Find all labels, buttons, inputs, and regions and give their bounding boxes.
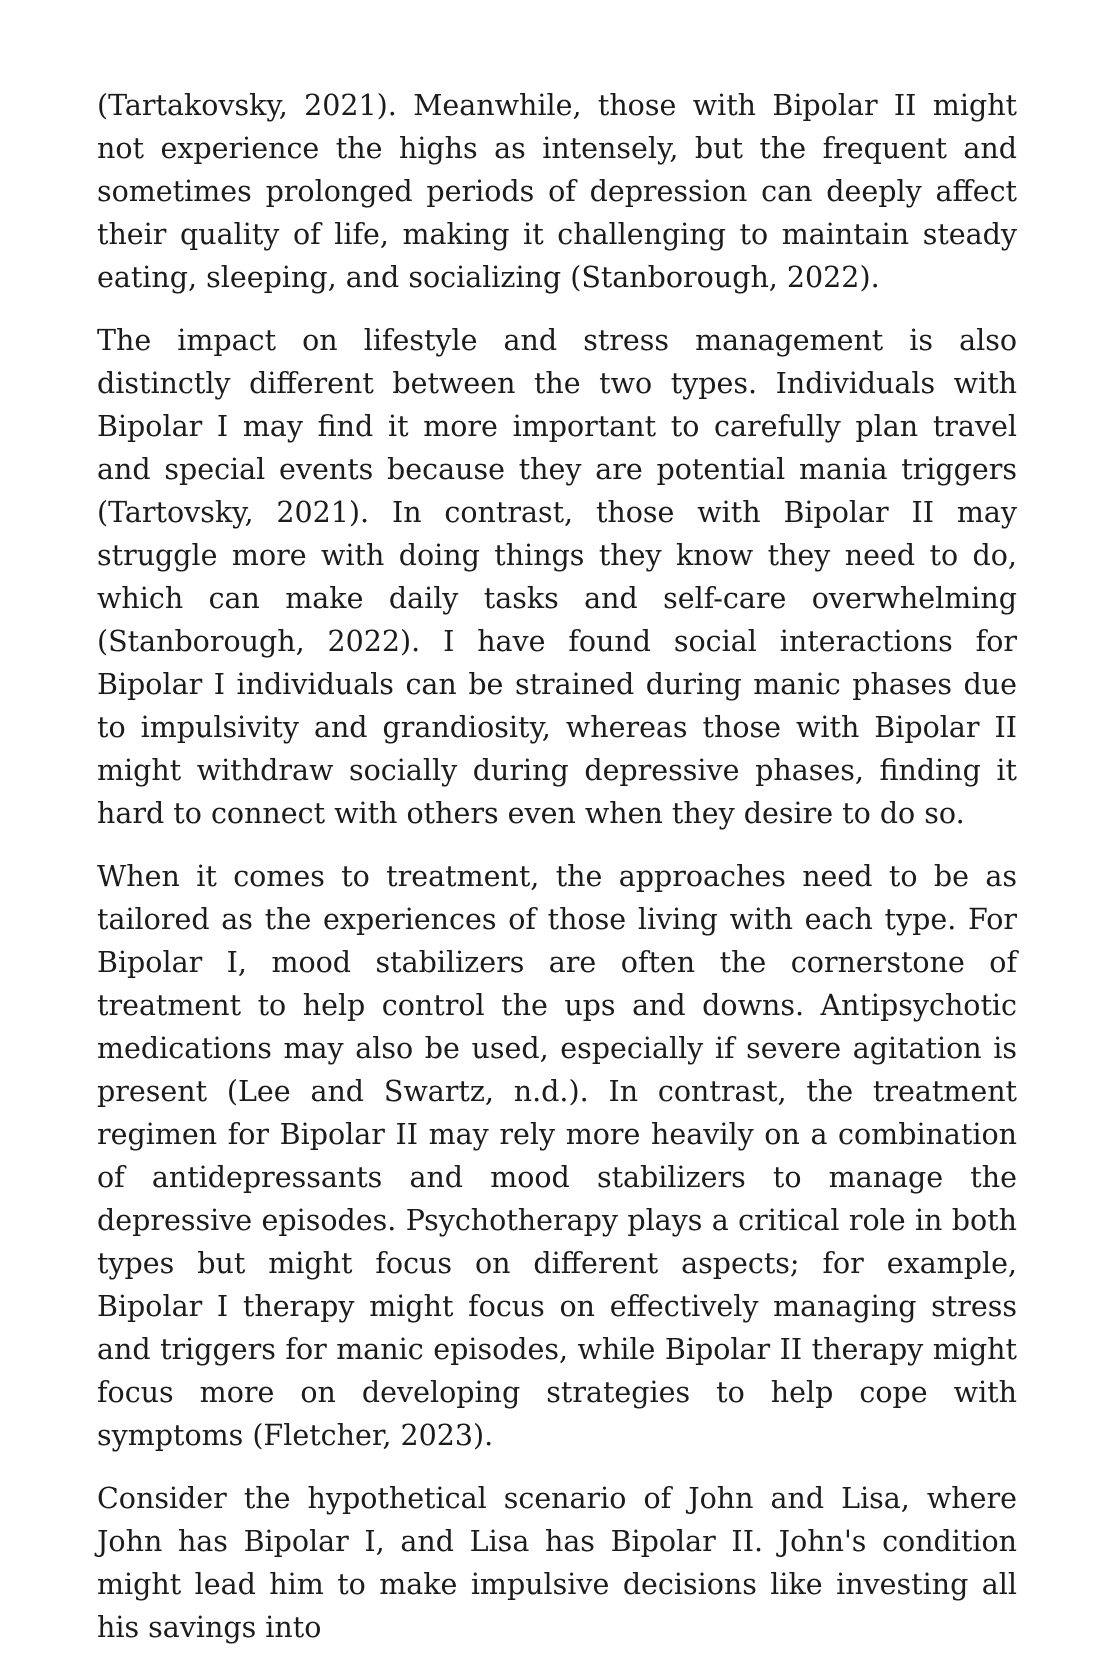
paragraph-1: (Tartakovsky, 2021). Meanwhile, those with Bipolar II might not experience the highs as intensely, but the frequent and sometimes prolonged periods of depression can deeply affect their quality of life, making it challenging to maintain steady eating, sleeping, and socializing (Stanborough, 2022). (97, 89, 1017, 294)
paragraph-2: The impact on lifestyle and stress management is also distinctly different between the two types. Individuals with Bipolar I may find it more important to carefully plan travel and special events because they are potential mania triggers (Tartovsky, 2021). In contrast, those with Bipolar II may struggle more with doing things they know they need to do, which can make daily tasks and self-care overwhelming (Stanborough, 2022). I have found social interactions for Bipolar I individuals can be strained during manic phases due to impulsivity and grandiosity, whereas those with Bipolar II might withdraw socially during depressive phases, finding it hard to connect with others even when they desire to do so. (97, 324, 1017, 830)
paragraph-4: Consider the hypothetical scenario of John and Lisa, where John has Bipolar I, and Lisa has Bipolar II. John's condition might lead him to make impulsive decisions like investing all his savings into (97, 1482, 1017, 1644)
paragraph-3: When it comes to treatment, the approaches need to be as tailored as the experiences of those living with each type. For Bipolar I, mood stabilizers are often the cornerstone of treatment to help control the ups and downs. Antipsychotic medications may also be used, especially if severe agitation is present (Lee and Swartz, n.d.). In contrast, the treatment regimen for Bipolar II may rely more heavily on a combination of antidepressants and mood stabilizers to manage the depressive episodes. Psychotherapy plays a critical role in both types but might focus on different aspects; for example, Bipolar I therapy might focus on effectively managing stress and triggers for manic episodes, while Bipolar II therapy might focus more on developing strategies to help cope with symptoms (Fletcher, 2023). (97, 860, 1017, 1452)
document-page (97, 84, 1017, 1669)
